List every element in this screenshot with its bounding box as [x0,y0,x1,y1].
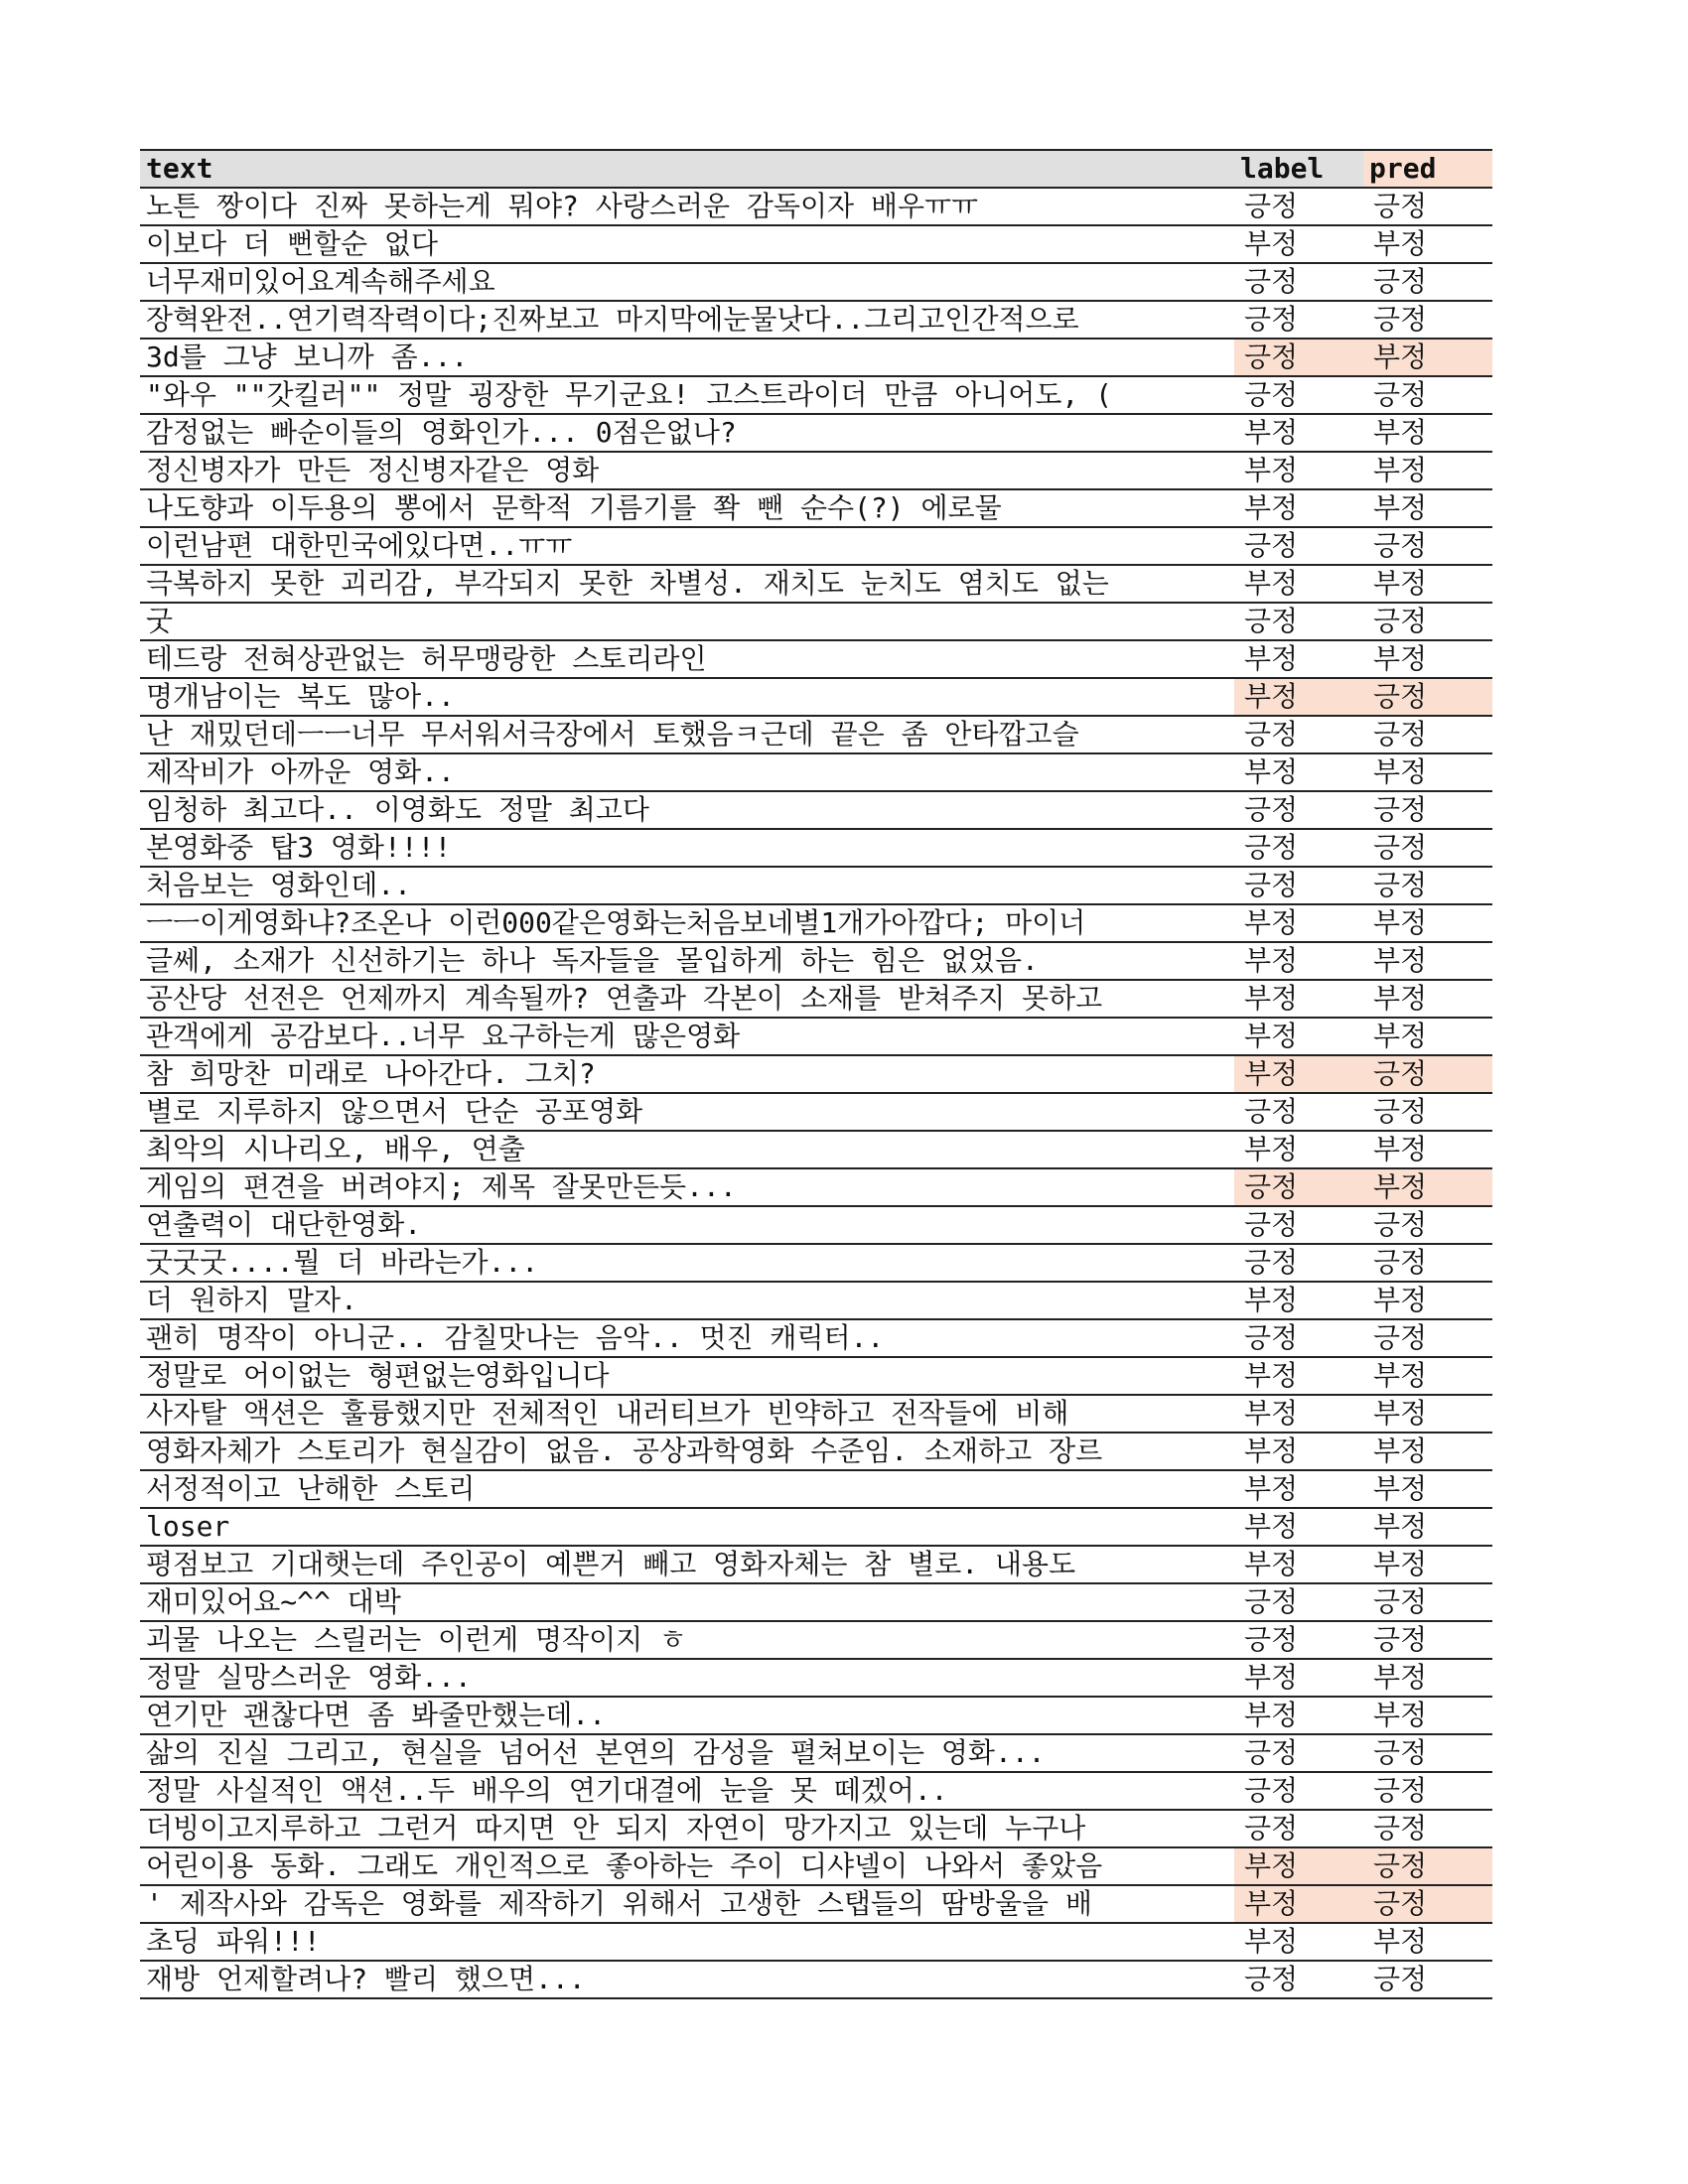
table-row [140,188,1492,225]
cell-label: 부정 [1234,414,1363,452]
cell-label: 긍정 [1234,1319,1363,1357]
cell-pred: 긍정 [1363,376,1492,414]
cell-label: 긍정 [1234,1583,1363,1621]
cell-text: 최악의 시나리오, 배우, 연출 [140,1131,1234,1168]
cell-label: 부정 [1234,904,1363,942]
cell-pred: 긍정 [1363,603,1492,640]
table-row [140,904,1492,942]
table-row [140,640,1492,678]
cell-text: 극복하지 못한 괴리감, 부각되지 못한 차별성. 재치도 눈치도 염치도 없는 [140,565,1234,603]
column-header-label: label [1234,150,1363,188]
table-row [140,1734,1492,1772]
cell-label: 부정 [1234,980,1363,1018]
cell-text: 삶의 진실 그리고, 현실을 넘어선 본연의 감성을 펼쳐보이는 영화... [140,1734,1234,1772]
cell-pred: 긍정 [1363,1847,1492,1885]
cell-pred: 긍정 [1363,301,1492,339]
table-row [140,1621,1492,1659]
cell-text: 연출력이 대단한영화. [140,1206,1234,1244]
table-row [140,225,1492,263]
cell-text: 괜히 명작이 아니군.. 감칠맛나는 음악.. 멋진 캐릭터.. [140,1319,1234,1357]
cell-pred: 부정 [1363,1395,1492,1433]
table-row [140,1810,1492,1847]
cell-text: 공산당 선전은 언제까지 계속될까? 연출과 각본이 소재를 받쳐주지 못하고 [140,980,1234,1018]
cell-label: 긍정 [1234,263,1363,301]
table-row [140,301,1492,339]
table-row [140,1583,1492,1621]
cell-pred: 긍정 [1363,1810,1492,1847]
cell-text: 참 희망찬 미래로 나아간다. 그치? [140,1055,1234,1093]
cell-pred: 부정 [1363,339,1492,376]
cell-text: 평점보고 기대햇는데 주인공이 예쁜거 빼고 영화자체는 참 별로. 내용도 [140,1546,1234,1583]
cell-label: 긍정 [1234,1168,1363,1206]
cell-label: 부정 [1234,1395,1363,1433]
cell-label: 긍정 [1234,867,1363,904]
cell-text: 굿굿굿....뭘 더 바라는가... [140,1244,1234,1282]
table-row [140,1093,1492,1131]
table-row [140,1018,1492,1055]
cell-label: 부정 [1234,640,1363,678]
cell-pred: 부정 [1363,565,1492,603]
table-row [140,527,1492,565]
cell-pred: 부정 [1363,1923,1492,1961]
cell-pred: 긍정 [1363,867,1492,904]
table-row [140,1357,1492,1395]
cell-pred: 부정 [1363,1018,1492,1055]
cell-pred: 부정 [1363,1659,1492,1697]
cell-pred: 긍정 [1363,678,1492,716]
cell-label: 긍정 [1234,301,1363,339]
table-row [140,1168,1492,1206]
cell-label: 긍정 [1234,339,1363,376]
table-row [140,753,1492,791]
table-row [140,1697,1492,1734]
cell-text: 더빙이고지루하고 그런거 따지면 안 되지 자연이 망가지고 있는데 누구나 [140,1810,1234,1847]
table-row [140,1319,1492,1357]
cell-label: 긍정 [1234,376,1363,414]
cell-pred: 긍정 [1363,188,1492,225]
cell-pred: 부정 [1363,1168,1492,1206]
cell-text: 처음보는 영화인데.. [140,867,1234,904]
cell-label: 부정 [1234,452,1363,489]
cell-pred: 긍정 [1363,1244,1492,1282]
cell-label: 부정 [1234,1508,1363,1546]
cell-pred: 부정 [1363,1546,1492,1583]
cell-label: 부정 [1234,753,1363,791]
cell-pred: 긍정 [1363,791,1492,829]
cell-pred: 긍정 [1363,1734,1492,1772]
header-row [140,150,1492,188]
cell-label: 부정 [1234,1357,1363,1395]
table-row [140,1508,1492,1546]
table-row [140,1131,1492,1168]
cell-text: loser [140,1508,1234,1546]
table-row [140,1433,1492,1470]
cell-text: 사자탈 액션은 훌륭했지만 전체적인 내러티브가 빈약하고 전작들에 비해 [140,1395,1234,1433]
table-row [140,452,1492,489]
cell-label: 부정 [1234,1847,1363,1885]
cell-pred: 부정 [1363,753,1492,791]
cell-pred: 부정 [1363,452,1492,489]
cell-label: 긍정 [1234,1093,1363,1131]
cell-label: 긍정 [1234,1621,1363,1659]
cell-label: 부정 [1234,1055,1363,1093]
cell-pred: 부정 [1363,942,1492,980]
cell-pred: 부정 [1363,1508,1492,1546]
cell-text: 정말 실망스러운 영화... [140,1659,1234,1697]
cell-label: 부정 [1234,678,1363,716]
cell-text: 더 원하지 말자. [140,1282,1234,1319]
cell-text: ' 제작사와 감독은 영화를 제작하기 위해서 고생한 스탭들의 땀방울을 배 [140,1885,1234,1923]
cell-text: 이보다 더 뻔할순 없다 [140,225,1234,263]
cell-text: 재미있어요~^^ 대박 [140,1583,1234,1621]
cell-pred: 긍정 [1363,829,1492,867]
cell-text: 어린이용 동화. 그래도 개인적으로 좋아하는 주이 디샤넬이 나와서 좋았음 [140,1847,1234,1885]
table-row [140,1546,1492,1583]
cell-label: 부정 [1234,1470,1363,1508]
cell-label: 부정 [1234,225,1363,263]
table-row [140,1885,1492,1923]
table-row [140,339,1492,376]
table-row [140,1206,1492,1244]
cell-pred: 긍정 [1363,716,1492,753]
cell-text: 본영화중 탑3 영화!!!! [140,829,1234,867]
cell-text: 관객에게 공감보다..너무 요구하는게 많은영화 [140,1018,1234,1055]
cell-label: 부정 [1234,942,1363,980]
cell-label: 부정 [1234,1018,1363,1055]
table-row [140,1244,1492,1282]
cell-label: 긍정 [1234,527,1363,565]
cell-label: 부정 [1234,565,1363,603]
cell-text: 영화자체가 스토리가 현실감이 없음. 공상과학영화 수준임. 소재하고 장르 [140,1433,1234,1470]
cell-text: 테드랑 전혀상관없는 허무맹랑한 스토리라인 [140,640,1234,678]
cell-pred: 긍정 [1363,1583,1492,1621]
cell-text: 서정적이고 난해한 스토리 [140,1470,1234,1508]
cell-text: 정신병자가 만든 정신병자같은 영화 [140,452,1234,489]
table-row [140,791,1492,829]
table-row [140,489,1492,527]
cell-text: 나도향과 이두용의 뽕에서 문학적 기름기를 쫙 뺀 순수(?) 에로물 [140,489,1234,527]
table-row [140,1961,1492,1998]
cell-text: ㅡㅡ이게영화냐?조온나 이런000같은영화는처음보네별1개가아깝다; 마이너 [140,904,1234,942]
cell-label: 부정 [1234,489,1363,527]
cell-text: 제작비가 아까운 영화.. [140,753,1234,791]
cell-text: 재방 언제할려나? 빨리 했으면... [140,1961,1234,1998]
cell-label: 부정 [1234,1131,1363,1168]
cell-label: 긍정 [1234,829,1363,867]
cell-text: 괴물 나오는 스릴러는 이런게 명작이지 ㅎ [140,1621,1234,1659]
cell-pred: 부정 [1363,1131,1492,1168]
cell-pred: 긍정 [1363,527,1492,565]
cell-label: 긍정 [1234,1244,1363,1282]
cell-text: 정말 사실적인 액션..두 배우의 연기대결에 눈을 못 떼겠어.. [140,1772,1234,1810]
cell-pred: 부정 [1363,1697,1492,1734]
cell-text: 장혁완전..연기력작력이다;진짜보고 마지막에눈물낫다..그리고인간적으로 [140,301,1234,339]
cell-pred: 긍정 [1363,1093,1492,1131]
cell-text: 연기만 괜찮다면 좀 봐줄만했는데.. [140,1697,1234,1734]
cell-text: 게임의 편견을 버려야지; 제목 잘못만든듯... [140,1168,1234,1206]
cell-label: 긍정 [1234,1772,1363,1810]
cell-text: 3d를 그냥 보니까 좀... [140,339,1234,376]
cell-text: 난 재밌던데ㅡㅡ너무 무서워서극장에서 토했음ㅋ근데 끝은 좀 안타깝고슬 [140,716,1234,753]
cell-pred: 부정 [1363,1470,1492,1508]
cell-text: 임청하 최고다.. 이영화도 정말 최고다 [140,791,1234,829]
cell-label: 부정 [1234,1885,1363,1923]
table-row [140,867,1492,904]
cell-text: 굿 [140,603,1234,640]
cell-pred: 부정 [1363,489,1492,527]
cell-label: 긍정 [1234,716,1363,753]
table-row [140,603,1492,640]
table-row [140,1772,1492,1810]
cell-pred: 긍정 [1363,1961,1492,1998]
cell-pred: 부정 [1363,640,1492,678]
column-header-text: text [140,150,1234,188]
table-row [140,376,1492,414]
cell-text: 노튼 짱이다 진짜 못하는게 뭐야? 사랑스러운 감독이자 배우ㅠㅠ [140,188,1234,225]
cell-text: 감정없는 빠순이들의 영화인가... 0점은없나? [140,414,1234,452]
cell-label: 긍정 [1234,603,1363,640]
cell-label: 부정 [1234,1659,1363,1697]
column-header-pred: pred [1363,150,1492,188]
table-row [140,1055,1492,1093]
cell-pred: 부정 [1363,414,1492,452]
cell-pred: 부정 [1363,225,1492,263]
cell-label: 부정 [1234,1282,1363,1319]
cell-text: "와우 ""갓킬러"" 정말 굉장한 무기군요! 고스트라이더 만큼 아니어도, ( [140,376,1234,414]
table-row [140,678,1492,716]
table-row [140,1923,1492,1961]
cell-pred: 긍정 [1363,1206,1492,1244]
cell-text: 별로 지루하지 않으면서 단순 공포영화 [140,1093,1234,1131]
cell-text: 명개남이는 복도 많아.. [140,678,1234,716]
cell-pred: 긍정 [1363,1885,1492,1923]
cell-pred: 부정 [1363,1357,1492,1395]
table-row [140,1282,1492,1319]
table-row [140,414,1492,452]
cell-label: 긍정 [1234,1734,1363,1772]
table-row [140,263,1492,301]
cell-pred: 긍정 [1363,1772,1492,1810]
table-row [140,829,1492,867]
cell-label: 부정 [1234,1697,1363,1734]
table-row [140,565,1492,603]
table-row [140,716,1492,753]
cell-pred: 긍정 [1363,1621,1492,1659]
cell-pred: 긍정 [1363,1055,1492,1093]
cell-text: 글쎄, 소재가 신선하기는 하나 독자들을 몰입하게 하는 힘은 없었음. [140,942,1234,980]
cell-label: 부정 [1234,1433,1363,1470]
cell-label: 부정 [1234,1546,1363,1583]
cell-label: 긍정 [1234,1206,1363,1244]
cell-pred: 부정 [1363,1433,1492,1470]
table-row [140,1395,1492,1433]
cell-pred: 긍정 [1363,263,1492,301]
cell-label: 긍정 [1234,1961,1363,1998]
cell-text: 정말로 어이없는 형편없는영화입니다 [140,1357,1234,1395]
cell-pred: 부정 [1363,1282,1492,1319]
cell-text: 이런남편 대한민국에있다면..ㅠㅠ [140,527,1234,565]
cell-pred: 부정 [1363,980,1492,1018]
cell-label: 긍정 [1234,1810,1363,1847]
cell-pred: 부정 [1363,904,1492,942]
cell-label: 긍정 [1234,188,1363,225]
table-row [140,942,1492,980]
table-row [140,1659,1492,1697]
cell-pred: 긍정 [1363,1319,1492,1357]
table-row [140,1847,1492,1885]
cell-label: 부정 [1234,1923,1363,1961]
cell-text: 초딩 파워!!! [140,1923,1234,1961]
cell-label: 긍정 [1234,791,1363,829]
table-row [140,980,1492,1018]
prediction-table [140,149,1492,1999]
cell-text: 너무재미있어요계속해주세요 [140,263,1234,301]
table-row [140,1470,1492,1508]
